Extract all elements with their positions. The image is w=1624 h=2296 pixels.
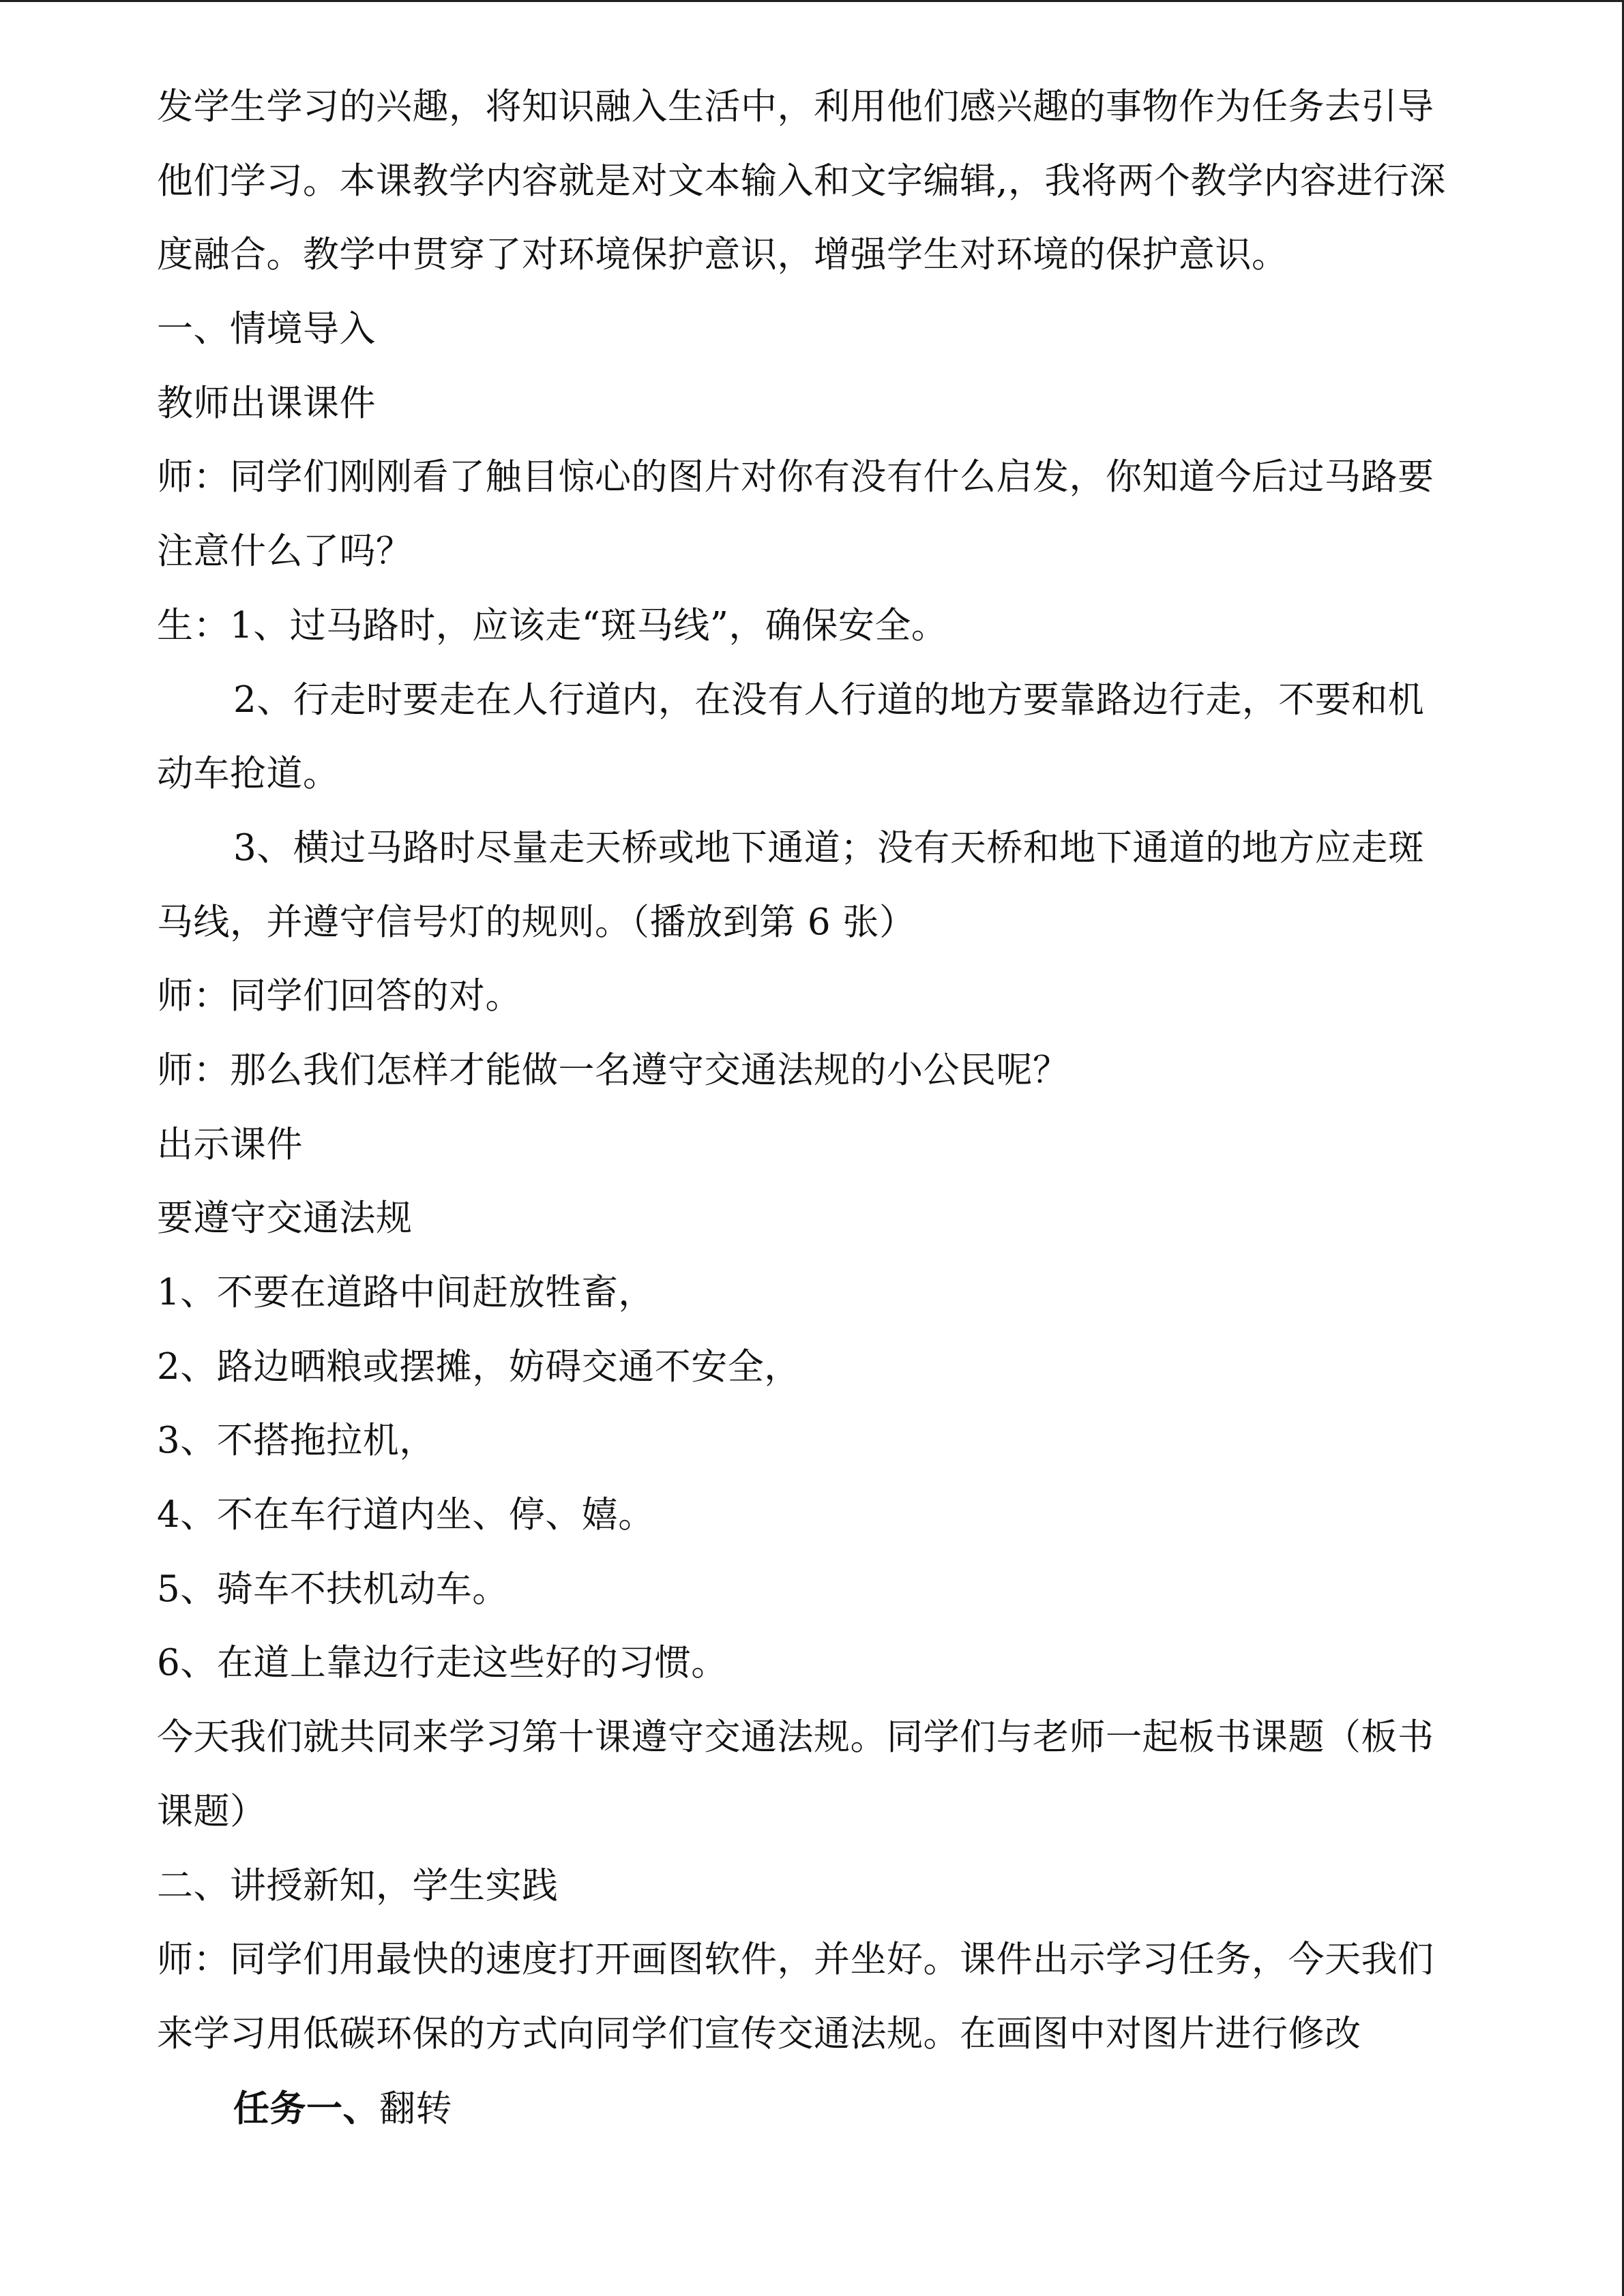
list-item: 6、在道上靠边行走这些好的习惯。 — [157, 1642, 728, 1684]
paragraph-line: 发学生学习的兴趣，将知识融入生活中，利用他们感兴趣的事物作为任务去引导 — [157, 86, 1434, 128]
list-item: 4、不在车行道内坐、停、嬉。 — [157, 1494, 655, 1536]
paragraph-line: 他们学习。本课教学内容就是对文本输入和文字编辑,，我将两个教学内容进行深 — [157, 160, 1446, 202]
list-item: 1、不要在道路中间赶放牲畜， — [157, 1272, 655, 1313]
list-item: 3、不搭拖拉机， — [157, 1420, 436, 1462]
dialogue-line: 师：同学们用最快的速度打开画图软件，并坐好。课件出示学习任务，今天我们 — [157, 1939, 1434, 1981]
dialogue-line: 马线，并遵守信号灯的规则。（播放到第 6 张） — [157, 901, 916, 943]
task-heading-title: 翻转 — [379, 2087, 452, 2130]
dialogue-line: 来学习用低碳环保的方式向同学们宣传交通法规。在画图中对图片进行修改 — [157, 2012, 1361, 2055]
list-item: 2、路边晒粮或摆摊，妨碍交通不安全， — [157, 1345, 801, 1388]
section-heading: 一、情境导入 — [157, 308, 376, 351]
task-heading — [157, 2072, 1507, 2146]
dialogue-line: 生：1、过马路时，应该走“斑马线”，确保安全。 — [157, 604, 948, 646]
dialogue-line: 师：同学们回答的对。 — [157, 975, 522, 1017]
document-body — [157, 70, 1507, 2145]
dialogue-line: 2、行走时要走在人行道内，在没有人行道的地方要靠路边行走，不要和机 — [233, 679, 1425, 721]
paragraph-line: 课题） — [157, 1790, 267, 1832]
dialogue-line: 动车抢道。 — [157, 753, 340, 795]
dialogue-line: 注意什么了吗？ — [157, 531, 413, 573]
paragraph-line: 度融合。教学中贯穿了对环境保护意识，增强学生对环境的保护意识。 — [157, 234, 1288, 276]
paragraph-line: 出示课件 — [157, 1123, 303, 1165]
dialogue-line: 3、横过马路时尽量走天桥或地下通道；没有天桥和地下通道的地方应走斑 — [233, 826, 1425, 869]
list-item: 5、骑车不扶机动车。 — [157, 1568, 509, 1610]
paragraph-line: 今天我们就共同来学习第十课遵守交通法规。同学们与老师一起板书课题（板书 — [157, 1716, 1434, 1759]
task-heading-label: 任务一、 — [233, 2087, 379, 2130]
dialogue-line: 师：同学们刚刚看了触目惊心的图片对你有没有什么启发，你知道今后过马路要 — [157, 456, 1434, 498]
paragraph-line: 要遵守交通法规 — [157, 1197, 413, 1240]
paragraph-line: 教师出课课件 — [157, 382, 376, 424]
dialogue-line: 师：那么我们怎样才能做一名遵守交通法规的小公民呢？ — [157, 1049, 1069, 1091]
section-heading: 二、讲授新知，学生实践 — [157, 1864, 559, 1907]
